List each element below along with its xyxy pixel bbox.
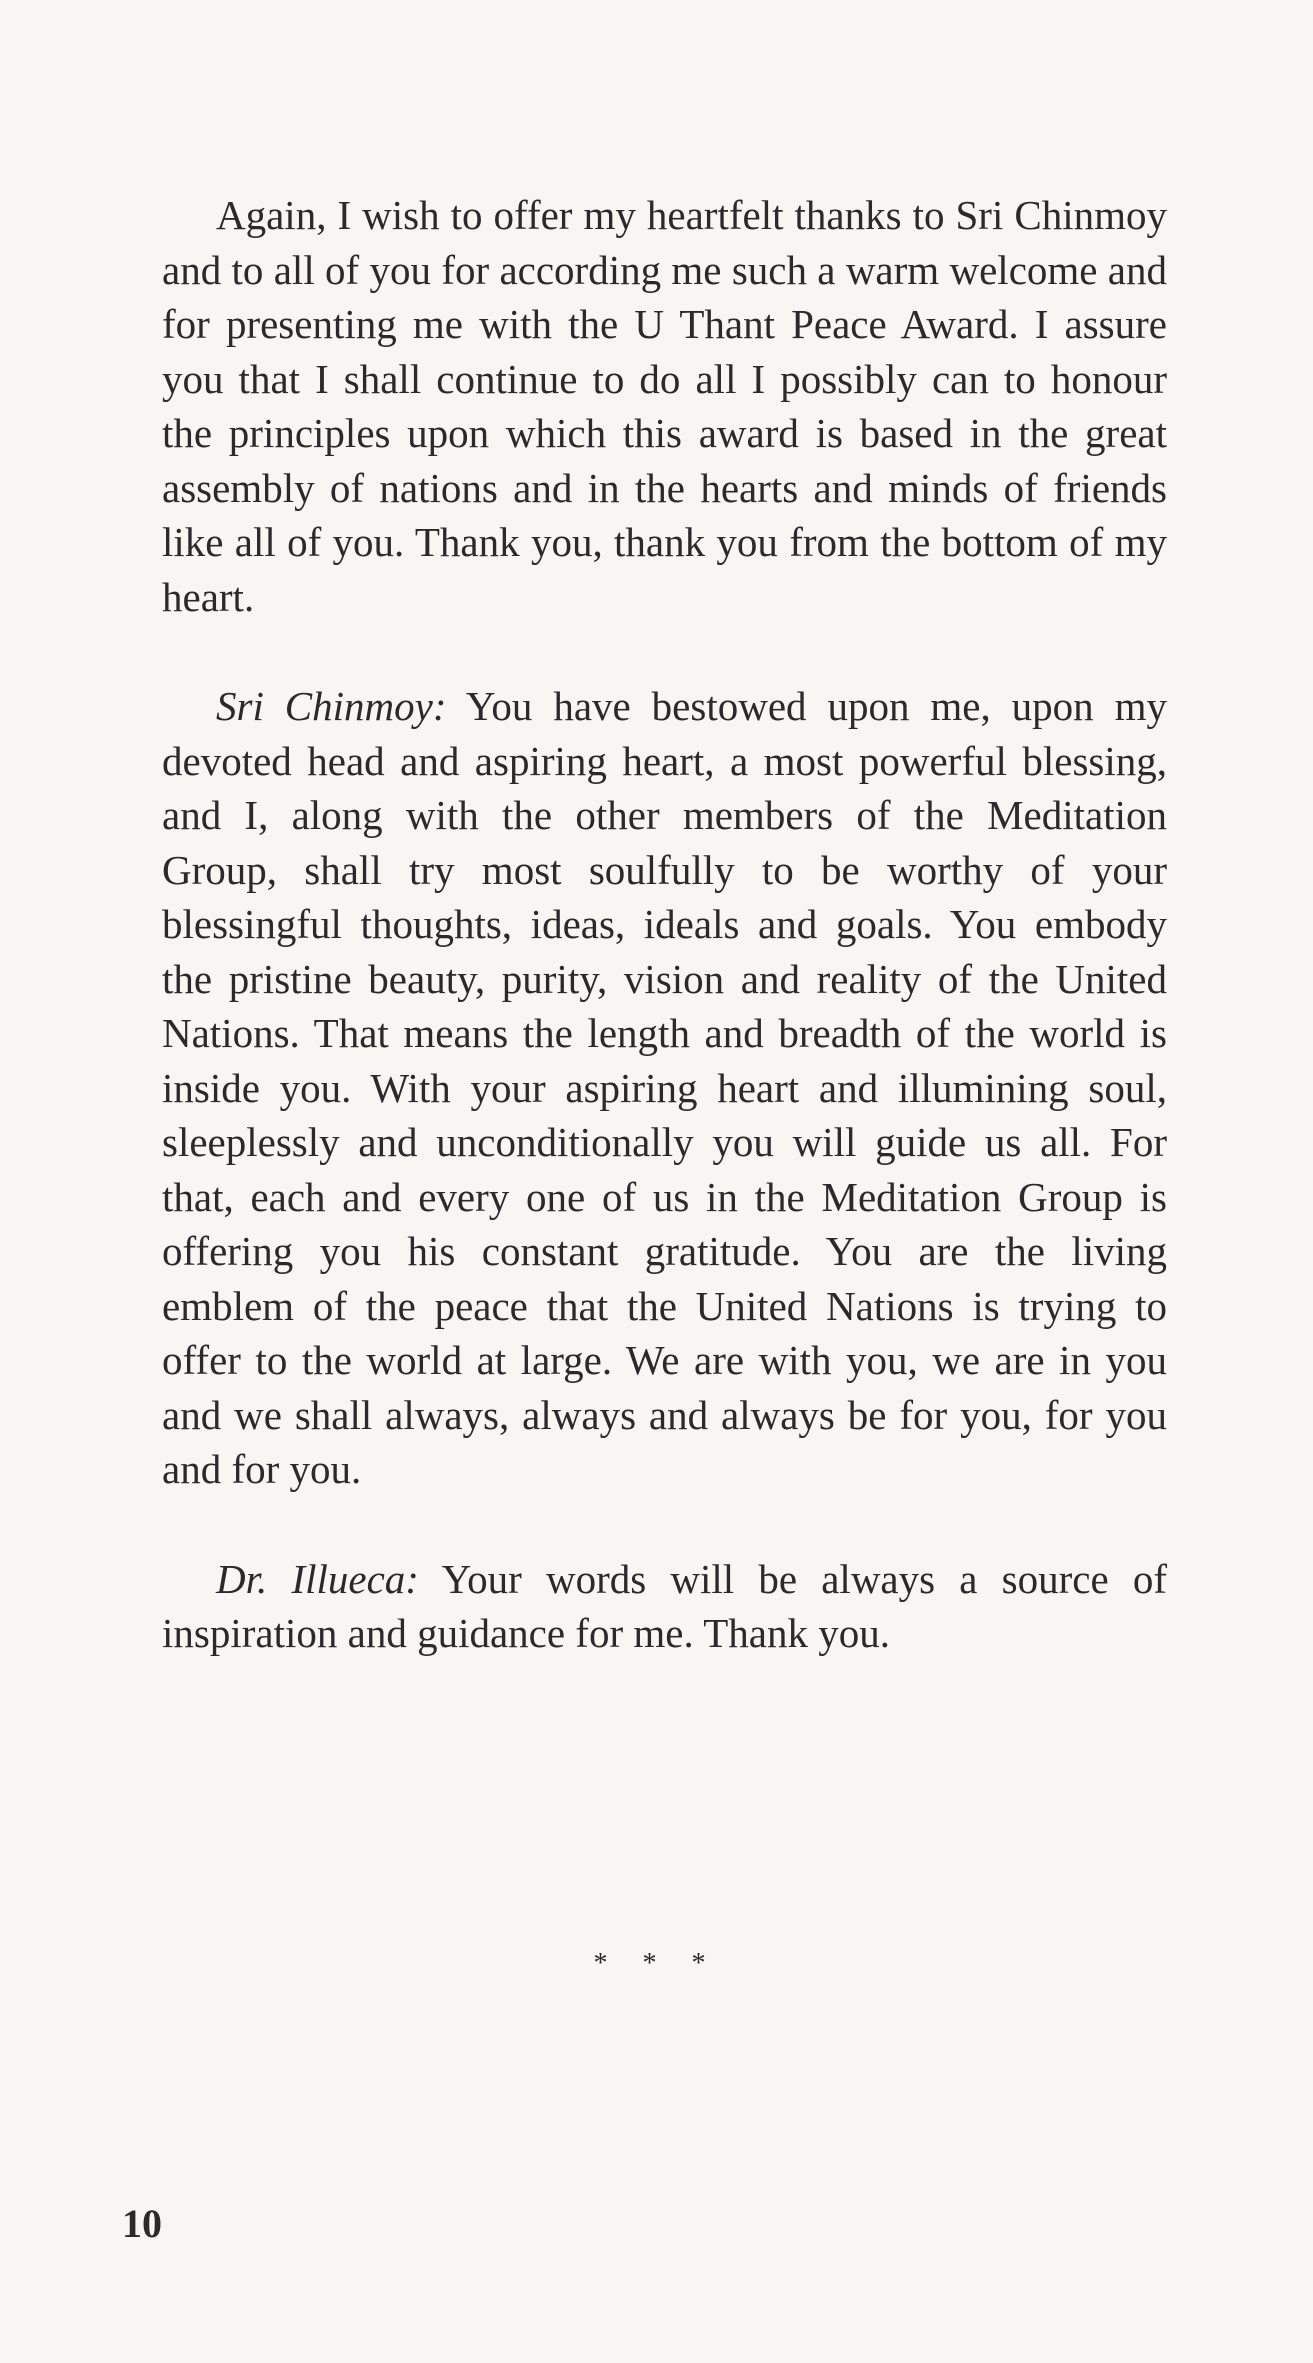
paragraph-text: Your words will be always a source of inspiration and guidance for me. Thank you. [162, 1555, 1167, 1656]
paragraph-text: Again, I wish to offer my heartfelt thanks to Sri Chinmoy and to all of you for according me such a warm welcome and for presenting me with the U Thant Peace Award. I assure you that I shall continue to do all I possibly can to honour the principles upon which this award is based in the great assembly of nations and in the hearts and minds of friends like all of you. Thank you, thank you from the bottom of my heart. [162, 192, 1167, 620]
paragraph-text: You have bestowed upon me, upon my devoted head and aspiring heart, a most powerful blessing, and I, along with the other members of the Meditation Group, shall try most soulfully to be worthy of your blessingful thoughts, ideas, ideals and goals. You embody the pristine beauty, purity, vision and reality of the United Nations. That means the length and breadth of the world is inside you. With your aspiring heart and illumining soul, sleeplessly and unconditionally you will guide us all. For that, each and every one of us in the Meditation Group is offering you his constant gratitude. You are the living emblem of the peace that the United Nations is trying to offer to the world at large. We are with you, we are in you and we shall always, always and always be for you, for you and for you. [162, 683, 1168, 1492]
speaker-name: Dr. Illueca: [216, 1555, 419, 1602]
speaker-name: Sri Chinmoy: [216, 683, 447, 729]
paragraph-closing-thanks [162, 188, 1167, 624]
page-number: 10 [122, 2201, 162, 2246]
paragraph-dr-illueca [162, 1552, 1167, 1661]
paragraph-sri-chinmoy [162, 679, 1167, 1497]
section-separator: * * * [593, 1948, 720, 1979]
body-text [162, 188, 1167, 1716]
